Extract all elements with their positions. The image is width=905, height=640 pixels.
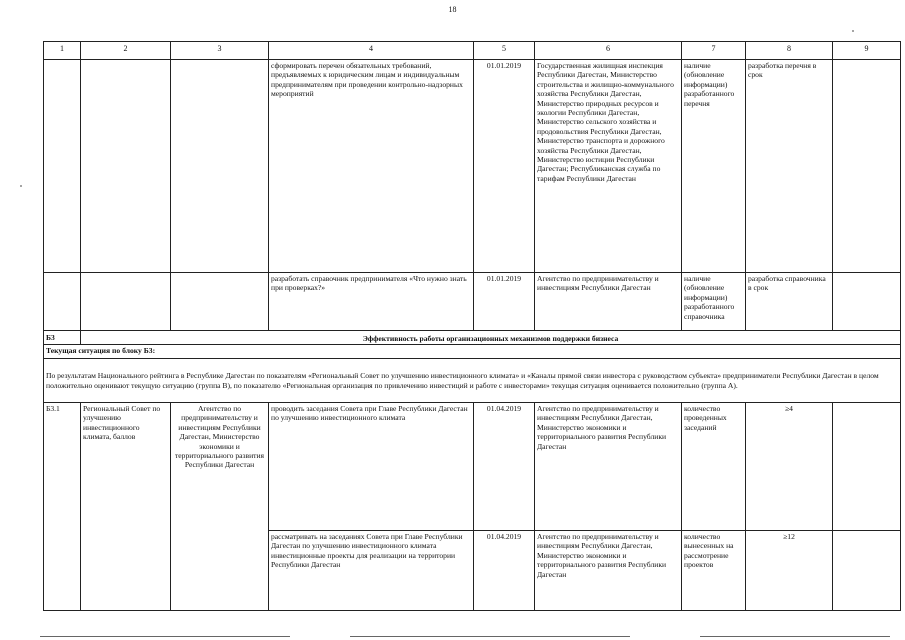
- plan-table: [43, 41, 901, 611]
- date-cell: 01.01.2019: [474, 60, 535, 273]
- row-code: [44, 273, 81, 331]
- action-cell: разработать справочник предпринимателя «Что нужно знать при проверках?»: [269, 273, 474, 331]
- row-code: Б3.1: [44, 403, 81, 611]
- column-number: 2: [81, 42, 171, 60]
- scan-artifact: [700, 636, 890, 637]
- executors-cell: Агентство по предпринимательству и инвестициям Республики Дагестан: [535, 273, 682, 331]
- note-cell: [833, 273, 901, 331]
- indicator-cell: [81, 273, 171, 331]
- result-cell: количество проведенных заседаний: [682, 403, 746, 531]
- column-number: 1: [44, 42, 81, 60]
- column-number-row: [44, 42, 901, 60]
- scan-artifact: [852, 30, 854, 32]
- action-cell: сформировать перечен обязательных требований, предъявляемых к юридическим лицам и индивидуальным предпринимателям при проведении контрольно-надзорных мероприятий: [269, 60, 474, 273]
- table-row: [44, 60, 901, 273]
- executors-cell: Агентство по предпринимательству и инвестициям Республики Дагестан, Министерство экономики и территориального развития Республики Дагестан: [535, 403, 682, 531]
- situation-heading-row: [44, 345, 901, 359]
- result-cell: наличие (обновление информации) разработанного перечня: [682, 60, 746, 273]
- note-cell: [833, 531, 901, 611]
- situation-text-row: [44, 359, 901, 403]
- responsible-cell: [171, 273, 269, 331]
- executors-cell: Государственная жилищная инспекция Республики Дагестан, Министерство строительства и жилищно-коммунального хозяйства Республики Дагестан, Министерство природных ресурсов и экологии Республики Дагестан, Министерство сельского хозяйства и продовольствия Республики Дагестан, Министерство транспорта и дорожного хозяйства Республики Дагестан, Министерство юстиции Республики Дагестан; Республиканская служба по тарифам Республики Дагестан: [535, 60, 682, 273]
- responsible-cell: [171, 60, 269, 273]
- target-cell: ≥4: [746, 403, 833, 531]
- table-row: [44, 273, 901, 331]
- action-cell: рассматривать на заседаниях Совета при Главе Республики Дагестан по улучшению инвестиционного климата инвестиционные проекты для реализации на территории Республики Дагестан: [269, 531, 474, 611]
- scan-artifact: [350, 636, 630, 637]
- column-number: 9: [833, 42, 901, 60]
- date-cell: 01.01.2019: [474, 273, 535, 331]
- column-number: 5: [474, 42, 535, 60]
- indicator-cell: [81, 60, 171, 273]
- indicator-cell: Региональный Совет по улучшению инвестиционного климата, баллов: [81, 403, 171, 611]
- note-cell: [833, 60, 901, 273]
- result-cell: количество вынесенных на рассмотрение проектов: [682, 531, 746, 611]
- block-title: Эффективность работы организационных механизмов поддержки бизнеса: [81, 331, 901, 345]
- target-cell: разработка справочника в срок: [746, 273, 833, 331]
- target-cell: разработка перечня в срок: [746, 60, 833, 273]
- block-header-row: [44, 331, 901, 345]
- page-number: 18: [448, 5, 457, 14]
- column-number: 8: [746, 42, 833, 60]
- column-number: 7: [682, 42, 746, 60]
- column-number: 4: [269, 42, 474, 60]
- date-cell: 01.04.2019: [474, 403, 535, 531]
- scan-artifact: [20, 185, 22, 187]
- situation-heading: Текущая ситуация по блоку Б3:: [44, 345, 901, 359]
- row-code: [44, 60, 81, 273]
- table-row: [44, 403, 901, 531]
- column-number: 6: [535, 42, 682, 60]
- executors-cell: Агентство по предпринимательству и инвестициям Республики Дагестан, Министерство экономики и территориального развития Республики Дагестан: [535, 531, 682, 611]
- date-cell: 01.04.2019: [474, 531, 535, 611]
- block-code: Б3: [44, 331, 81, 345]
- note-cell: [833, 403, 901, 531]
- scan-artifact: [40, 636, 290, 637]
- responsible-cell: Агентство по предпринимательству и инвестициям Республики Дагестан, Министерство экономики и территориального развития Республики Дагестан: [171, 403, 269, 611]
- target-cell: ≥12: [746, 531, 833, 611]
- result-cell: наличие (обновление информации) разработанного справочника: [682, 273, 746, 331]
- column-number: 3: [171, 42, 269, 60]
- situation-text: По результатам Национального рейтинга в Республике Дагестан по показателям «Региональный Совет по улучшению инвестиционного климата» и «Каналы прямой связи инвестора с руководством субъекта» предприниматели Республики Дагестан в целом положительно оценивают текущую ситуацию (группа В), по показателю «Региональная организация по привлечению инвестиций и работе с инвесторами» текущая ситуация оценивается положительно (группа А).: [44, 359, 901, 403]
- action-cell: проводить заседания Совета при Главе Республики Дагестан по улучшению инвестиционного климата: [269, 403, 474, 531]
